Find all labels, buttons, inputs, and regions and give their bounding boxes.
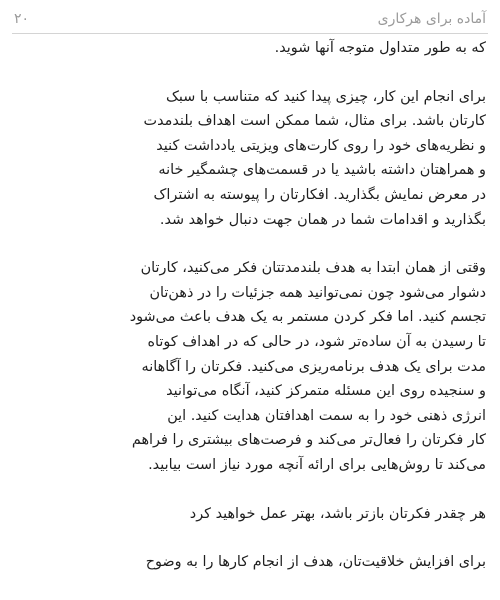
- header-divider: [12, 33, 488, 34]
- running-title: آماده برای هرکاری: [377, 11, 486, 27]
- text-line: بگذارید و اقدامات شما در همان جهت دنبال خواهد شد.: [159, 211, 486, 228]
- page-number: ۲۰: [14, 11, 30, 27]
- text-line: تجسم کنید. اما فکر کردن مستمر به یک هدف باعث می‌شود: [129, 309, 486, 326]
- text-line: در معرض نمایش بگذارید. افکارتان را پیوسته به اشتراک: [153, 186, 486, 203]
- text-line: انرژی ذهنی خود را به سمت اهدافتان هدایت کنید. این: [167, 407, 486, 424]
- text-line: مدت برای یک هدف برنامه‌ریزی می‌کنید. فکرتان را آگاهانه: [141, 358, 486, 375]
- text-line: هر چقدر فکرتان بازتر باشد، بهتر عمل خواهید کرد: [189, 505, 486, 522]
- text-line: که به طور متداول متوجه آنها شوید.: [274, 40, 486, 56]
- text-line: و نظریه‌های خود را روی کارت‌های ویزیتی یادداشت کنید: [156, 137, 486, 154]
- text-line: می‌کند تا روش‌هایی برای ارائه آنچه مورد نیاز است بیابید.: [148, 456, 486, 473]
- paragraph: [16, 502, 486, 527]
- text-line: و سنجیده روی این مسئله متمرکز کنید، آنگاه می‌توانید: [166, 383, 486, 400]
- text-line: برای انجام این کار، چیزی پیدا کنید که متناسب با سبک: [166, 88, 486, 105]
- text-line: دشوار می‌شود چون نمی‌توانید همه جزئیات را در ذهن‌تان: [149, 284, 486, 301]
- text-line: و همراهتان داشته باشید یا در قسمت‌های چشمگیر خانه: [158, 162, 486, 179]
- page-body: [16, 36, 486, 599]
- paragraph: [16, 256, 486, 477]
- paragraph: [16, 85, 486, 233]
- paragraph: [16, 550, 486, 575]
- text-line: وقتی از همان ابتدا به هدف بلندمدتتان فکر می‌کنید، کارتان: [140, 260, 486, 277]
- text-line: تا رسیدن به آن ساده‌تر شود، در حالی که در اهداف کوتاه: [147, 333, 486, 350]
- text-line: کارتان باشد. برای مثال، شما ممکن است اهداف بلندمدت: [143, 113, 486, 130]
- paragraph: [16, 36, 486, 61]
- text-line: کار فکرتان را فعال‌تر می‌کند و فرصت‌های بیشتری را فراهم: [131, 432, 486, 449]
- text-line: برای افزایش خلاقیت‌تان، هدف از انجام کارها را به وضوح: [145, 554, 486, 571]
- running-header: [14, 6, 486, 32]
